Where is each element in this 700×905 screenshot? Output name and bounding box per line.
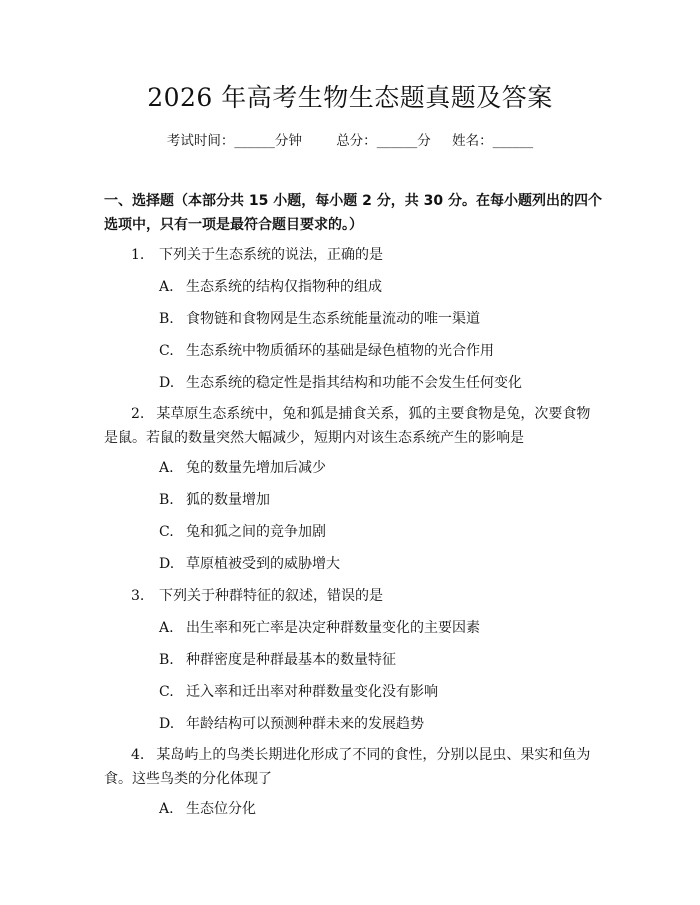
question-number: 4. <box>131 747 145 763</box>
option-label: B. <box>159 311 174 327</box>
option-text: 年龄结构可以预测种群未来的发展趋势 <box>186 716 424 732</box>
page-title: 2026 年高考生物生态题真题及答案 <box>147 83 553 112</box>
option-text: 生态系统的结构仅指物种的组成 <box>186 279 382 295</box>
option-label: D. <box>159 375 175 391</box>
question-text: 某草原生态系统中，兔和狐是捕食关系，狐的主要食物是兔，次要食物是鼠。若鼠的数量突然大幅减少，短期内对该生态系统产生的影响是 <box>104 406 591 446</box>
question-number: 1. <box>131 247 145 263</box>
option-text: 生态系统的稳定性是指其结构和功能不会发生任何变化 <box>186 375 522 391</box>
score-label: 总分： <box>336 133 377 149</box>
option-label: A. <box>159 620 174 636</box>
exam-info-line <box>0 131 700 151</box>
option-text: 出生率和死亡率是决定种群数量变化的主要因素 <box>186 620 480 636</box>
question-2 <box>104 402 604 450</box>
question-text: 下列关于种群特征的叙述，错误的是 <box>159 588 383 604</box>
option-label: C. <box>159 343 174 359</box>
score-blank: ______ <box>376 133 418 149</box>
score-unit: 分 <box>417 133 431 149</box>
time-blank: ______ <box>234 133 275 149</box>
question-4 <box>104 743 604 791</box>
option-label: A. <box>159 279 174 295</box>
option-label: A. <box>159 460 174 476</box>
question-text: 某岛屿上的鸟类长期进化形成了不同的食性，分别以昆虫、果实和鱼为食。这些鸟类的分化体现了 <box>104 747 591 787</box>
name-blank: ______ <box>492 133 534 149</box>
option-text: 生态系统中物质循环的基础是绿色植物的光合作用 <box>186 343 494 359</box>
option-label: D. <box>159 716 175 732</box>
option-text: 兔的数量先增加后减少 <box>186 460 326 476</box>
question-text: 下列关于生态系统的说法，正确的是 <box>159 247 383 263</box>
time-unit: 分钟 <box>274 133 302 149</box>
question-number: 3. <box>131 588 145 604</box>
option-label: D. <box>159 556 175 572</box>
name-label: 姓名： <box>452 133 493 149</box>
section-heading: 一、选择题（本部分共 15 小题，每小题 2 分，共 30 分。在每小题列出的四个选项中，只有一项是最符合题目要求的。） <box>104 193 602 233</box>
option-label: C. <box>159 684 174 700</box>
option-label: A. <box>159 801 174 817</box>
option-text: 迁入率和迁出率对种群数量变化没有影响 <box>186 684 438 700</box>
option-label: B. <box>159 492 174 508</box>
option-text: 兔和狐之间的竞争加剧 <box>186 524 326 540</box>
question-number: 2. <box>131 406 145 422</box>
option-text: 种群密度是种群最基本的数量特征 <box>186 652 396 668</box>
option-text: 狐的数量增加 <box>186 492 270 508</box>
option-text: 生态位分化 <box>186 801 256 817</box>
option-text: 食物链和食物网是生态系统能量流动的唯一渠道 <box>186 311 480 327</box>
option-label: B. <box>159 652 174 668</box>
option-label: C. <box>159 524 174 540</box>
time-label: 考试时间： <box>166 133 235 149</box>
option-text: 草原植被受到的威胁增大 <box>186 556 340 572</box>
